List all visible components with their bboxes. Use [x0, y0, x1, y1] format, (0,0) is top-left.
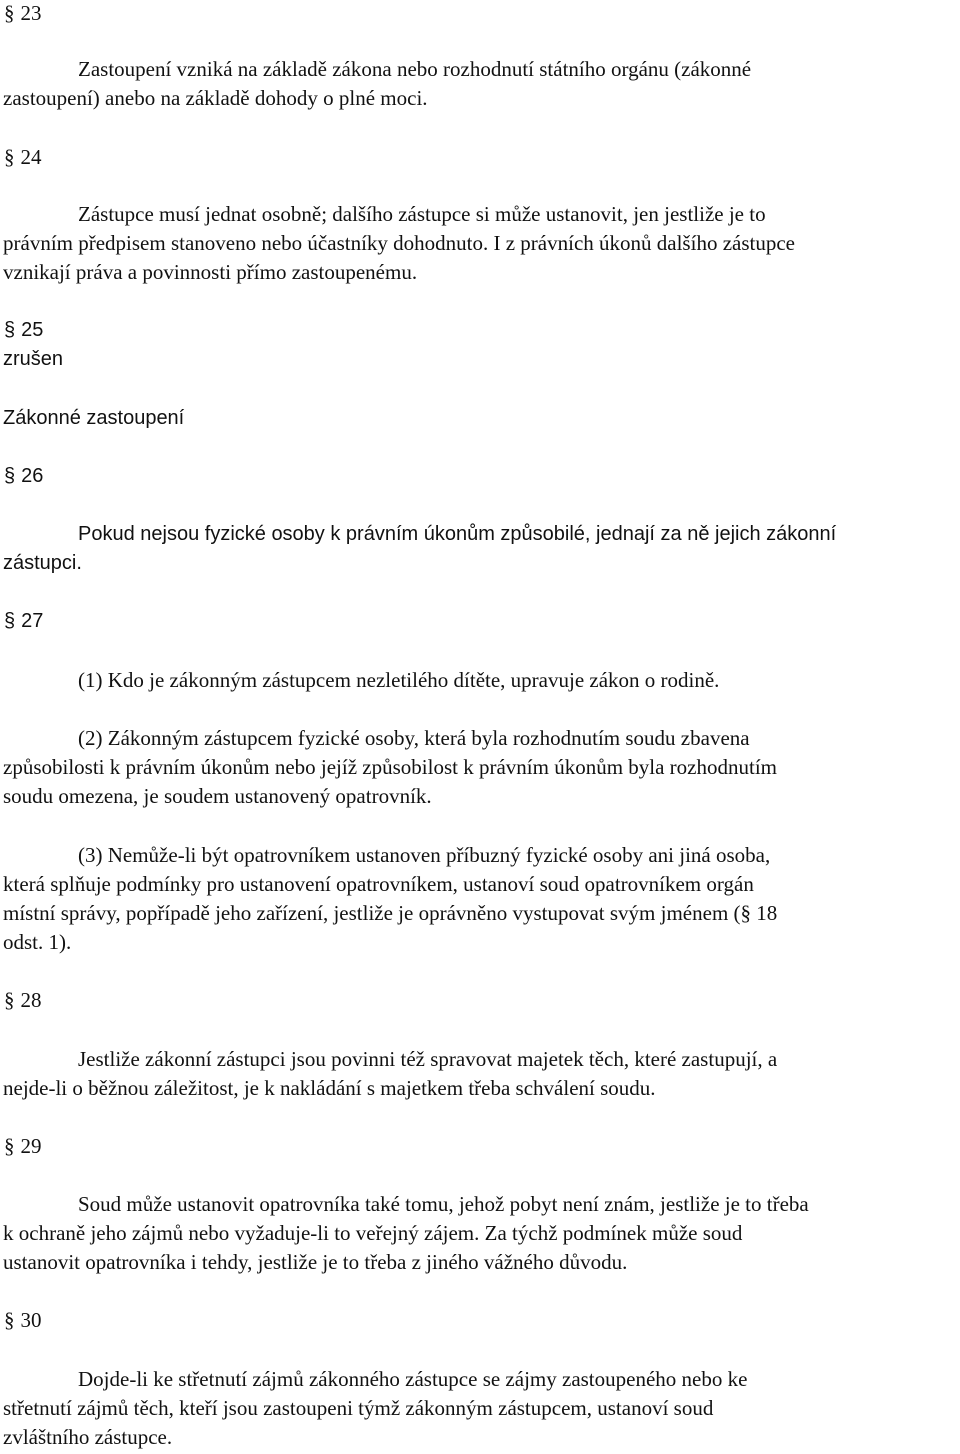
section-26-heading: [4, 463, 960, 489]
section-number: 27: [21, 610, 44, 632]
section-23-heading: [4, 0, 960, 26]
section-number: 29: [20, 1134, 42, 1158]
section-29-text: k ochraně jeho zájmů nebo vyžaduje-li to veřejný zájem. Za týchž podmínek může soud: [3, 1221, 743, 1245]
section-29-heading: [4, 1133, 960, 1159]
section-27-paragraph-2: (2) Zákonným zástupcem fyzické osoby, která byla rozhodnutím soudu zbavena: [78, 726, 750, 750]
section-30-heading: [4, 1307, 960, 1333]
section-27-paragraph-1: (1) Kdo je zákonným zástupcem nezletilého dítěte, upravuje zákon o rodině.: [78, 668, 720, 692]
section-symbol: §: [4, 1308, 15, 1332]
section-30-text: zvláštního zástupce.: [3, 1425, 173, 1449]
section-number: 23: [20, 1, 42, 25]
section-28-text: Jestliže zákonní zástupci jsou povinni též spravovat majetek těch, které zastupují, a: [78, 1047, 778, 1071]
section-23-text: Zastoupení vzniká na základě zákona nebo rozhodnutí státního orgánu (zákonné: [78, 57, 752, 81]
section-27-heading: [4, 608, 960, 634]
section-29-text: Soud může ustanovit opatrovníka také tomu, jehož pobyt není znám, jestliže je to třeba: [78, 1192, 809, 1216]
section-24-heading: [4, 144, 960, 170]
section-number: 30: [20, 1308, 42, 1332]
section-23-text: zastoupení) anebo na základě dohody o plné moci.: [3, 86, 428, 110]
section-symbol: §: [4, 1134, 15, 1158]
chapter-heading: Zákonné zastoupení: [3, 407, 185, 429]
section-symbol: §: [4, 319, 16, 341]
section-27-paragraph-2: soudu omezena, je soudem ustanovený opatrovník.: [3, 784, 432, 808]
section-number: 26: [21, 465, 44, 487]
section-30-text: střetnutí zájmů těch, kteří jsou zastoupeni týmž zákonným zástupcem, ustanoví soud: [3, 1396, 714, 1420]
section-number: 24: [20, 145, 42, 169]
section-24-text: právním předpisem stanoveno nebo účastníky dohodnuto. I z právních úkonů dalšího zástupce: [3, 231, 795, 255]
section-26-text: Pokud nejsou fyzické osoby k právním úkonům způsobilé, jednají za ně jejich zákonní: [78, 523, 837, 545]
section-symbol: §: [4, 610, 16, 632]
section-25-text: zrušen: [3, 348, 64, 370]
section-symbol: §: [4, 1, 15, 25]
section-27-paragraph-3: odst. 1).: [3, 930, 72, 954]
section-symbol: §: [4, 988, 15, 1012]
section-30-text: Dojde-li ke střetnutí zájmů zákonného zástupce se zájmy zastoupeného nebo ke: [78, 1367, 748, 1391]
section-28-heading: [4, 987, 960, 1013]
section-symbol: §: [4, 465, 16, 487]
section-27-paragraph-2: způsobilosti k právním úkonům nebo jejíž způsobilost k právním úkonům byla rozhodnutím: [3, 755, 777, 779]
section-27-paragraph-3: místní správy, popřípadě jeho zařízení, jestliže je oprávněno vystupovat svým jménem (§ 18: [3, 901, 778, 925]
section-26-text: zástupci.: [3, 552, 82, 574]
section-number: 28: [20, 988, 42, 1012]
section-25-heading: [4, 317, 960, 343]
section-28-text: nejde-li o běžnou záležitost, je k nakládání s majetkem třeba schválení soudu.: [3, 1076, 656, 1100]
section-24-text: vznikají práva a povinnosti přímo zastoupenému.: [3, 260, 418, 284]
section-24-text: Zástupce musí jednat osobně; dalšího zástupce si může ustanovit, jen jestliže je to: [78, 202, 766, 226]
section-29-text: ustanovit opatrovníka i tehdy, jestliže je to třeba z jiného vážného důvodu.: [3, 1250, 628, 1274]
section-symbol: §: [4, 145, 15, 169]
section-number: 25: [21, 319, 44, 341]
section-27-paragraph-3: (3) Nemůže-li být opatrovníkem ustanoven příbuzný fyzické osoby ani jiná osoba,: [78, 843, 771, 867]
section-27-paragraph-3: která splňuje podmínky pro ustanovení opatrovníkem, ustanoví soud opatrovníkem orgán: [3, 872, 754, 896]
